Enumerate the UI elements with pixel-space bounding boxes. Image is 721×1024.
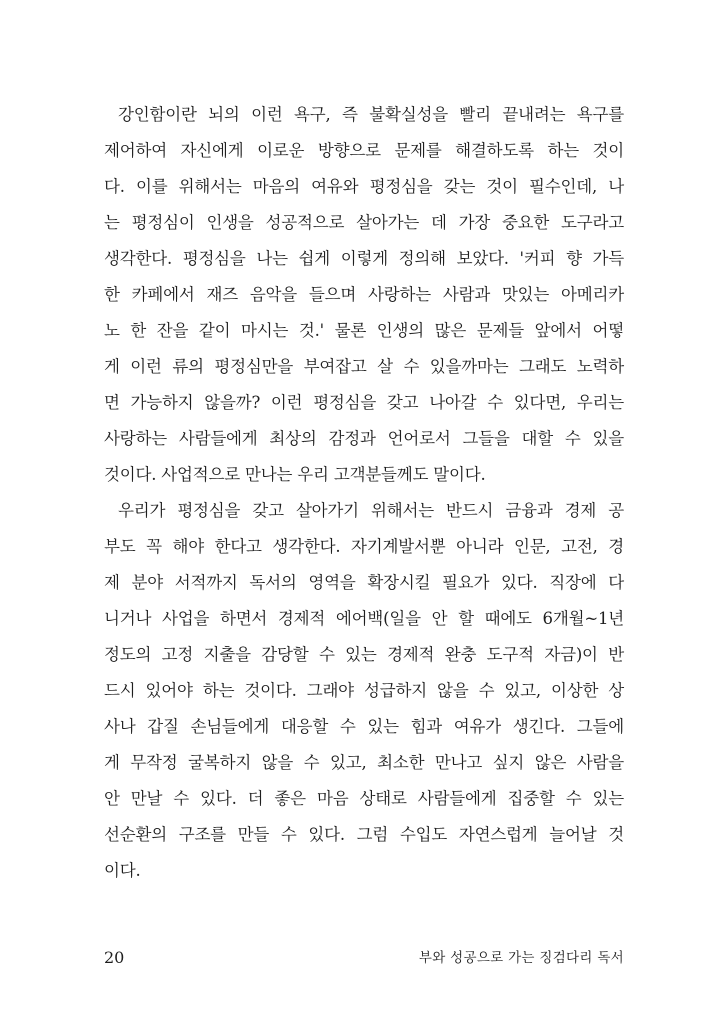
text-line-12: 우리가 평정심을 갖고 살아가기 위해서는 반드시 금융과 경제 공	[118, 501, 624, 520]
text-line-18: 사나 갑질 손님들에게 대응할 수 있는 힘과 여유가 생긴다. 그들에	[104, 717, 624, 736]
text-line-4: 는 평정심이 인생을 성공적으로 살아가는 데 가장 중요한 도구라고	[104, 213, 624, 232]
text-line-5: 생각한다. 평정심을 나는 쉽게 이렇게 정의해 보았다. '커피 향 가득	[104, 249, 624, 268]
text-line-21: 선순환의 구조를 만들 수 있다. 그럼 수입도 자연스럽게 늘어날 것	[104, 825, 624, 844]
text-line-10: 사랑하는 사람들에게 최상의 감정과 언어로서 그들을 대할 수 있을	[104, 429, 624, 448]
text-line-1: 강인함이란 뇌의 이런 욕구, 즉 불확실성을 빨리 끝내려는 욕구를	[118, 105, 624, 124]
text-line-11: 것이다. 사업적으로 만나는 우리 고객분들께도 말이다.	[104, 465, 486, 484]
text-line-3: 다. 이를 위해서는 마음의 여유와 평정심을 갖는 것이 필수인데, 나	[104, 177, 624, 196]
text-line-19: 게 무작정 굴복하지 않을 수 있고, 최소한 만나고 싶지 않은 사람을	[104, 753, 624, 772]
text-line-14: 제 분야 서적까지 독서의 영역을 확장시킬 필요가 있다. 직장에 다	[104, 573, 624, 592]
text-line-7: 노 한 잔을 같이 마시는 것.' 물론 인생의 많은 문제들 앞에서 어떻	[104, 321, 624, 340]
text-line-17: 드시 있어야 하는 것이다. 그래야 성급하지 않을 수 있고, 이상한 상	[104, 681, 624, 700]
text-line-2: 제어하여 자신에게 이로운 방향으로 문제를 해결하도록 하는 것이	[104, 141, 624, 160]
text-line-22: 이다.	[104, 861, 141, 880]
text-line-15: 니거나 사업을 하면서 경제적 에어백(일을 안 할 때에도 6개월~1년	[104, 609, 624, 628]
text-line-9: 면 가능하지 않을까? 이런 평정심을 갖고 나아갈 수 있다면, 우리는	[104, 393, 624, 412]
text-line-8: 게 이런 류의 평정심만을 부여잡고 살 수 있을까마는 그래도 노력하	[104, 357, 624, 376]
running-footer-title: 부와 성공으로 가는 징검다리 독서	[418, 950, 624, 966]
text-line-20: 안 만날 수 있다. 더 좋은 마음 상태로 사람들에게 집중할 수 있는	[104, 789, 624, 808]
text-line-13: 부도 꼭 해야 한다고 생각한다. 자기계발서뿐 아니라 인문, 고전, 경	[104, 537, 624, 556]
text-line-16: 정도의 고정 지출을 감당할 수 있는 경제적 완충 도구적 자금)이 반	[104, 645, 624, 664]
page-number: 20	[104, 948, 125, 967]
text-line-6: 한 카페에서 재즈 음악을 들으며 사랑하는 사람과 맛있는 아메리카	[104, 285, 624, 304]
